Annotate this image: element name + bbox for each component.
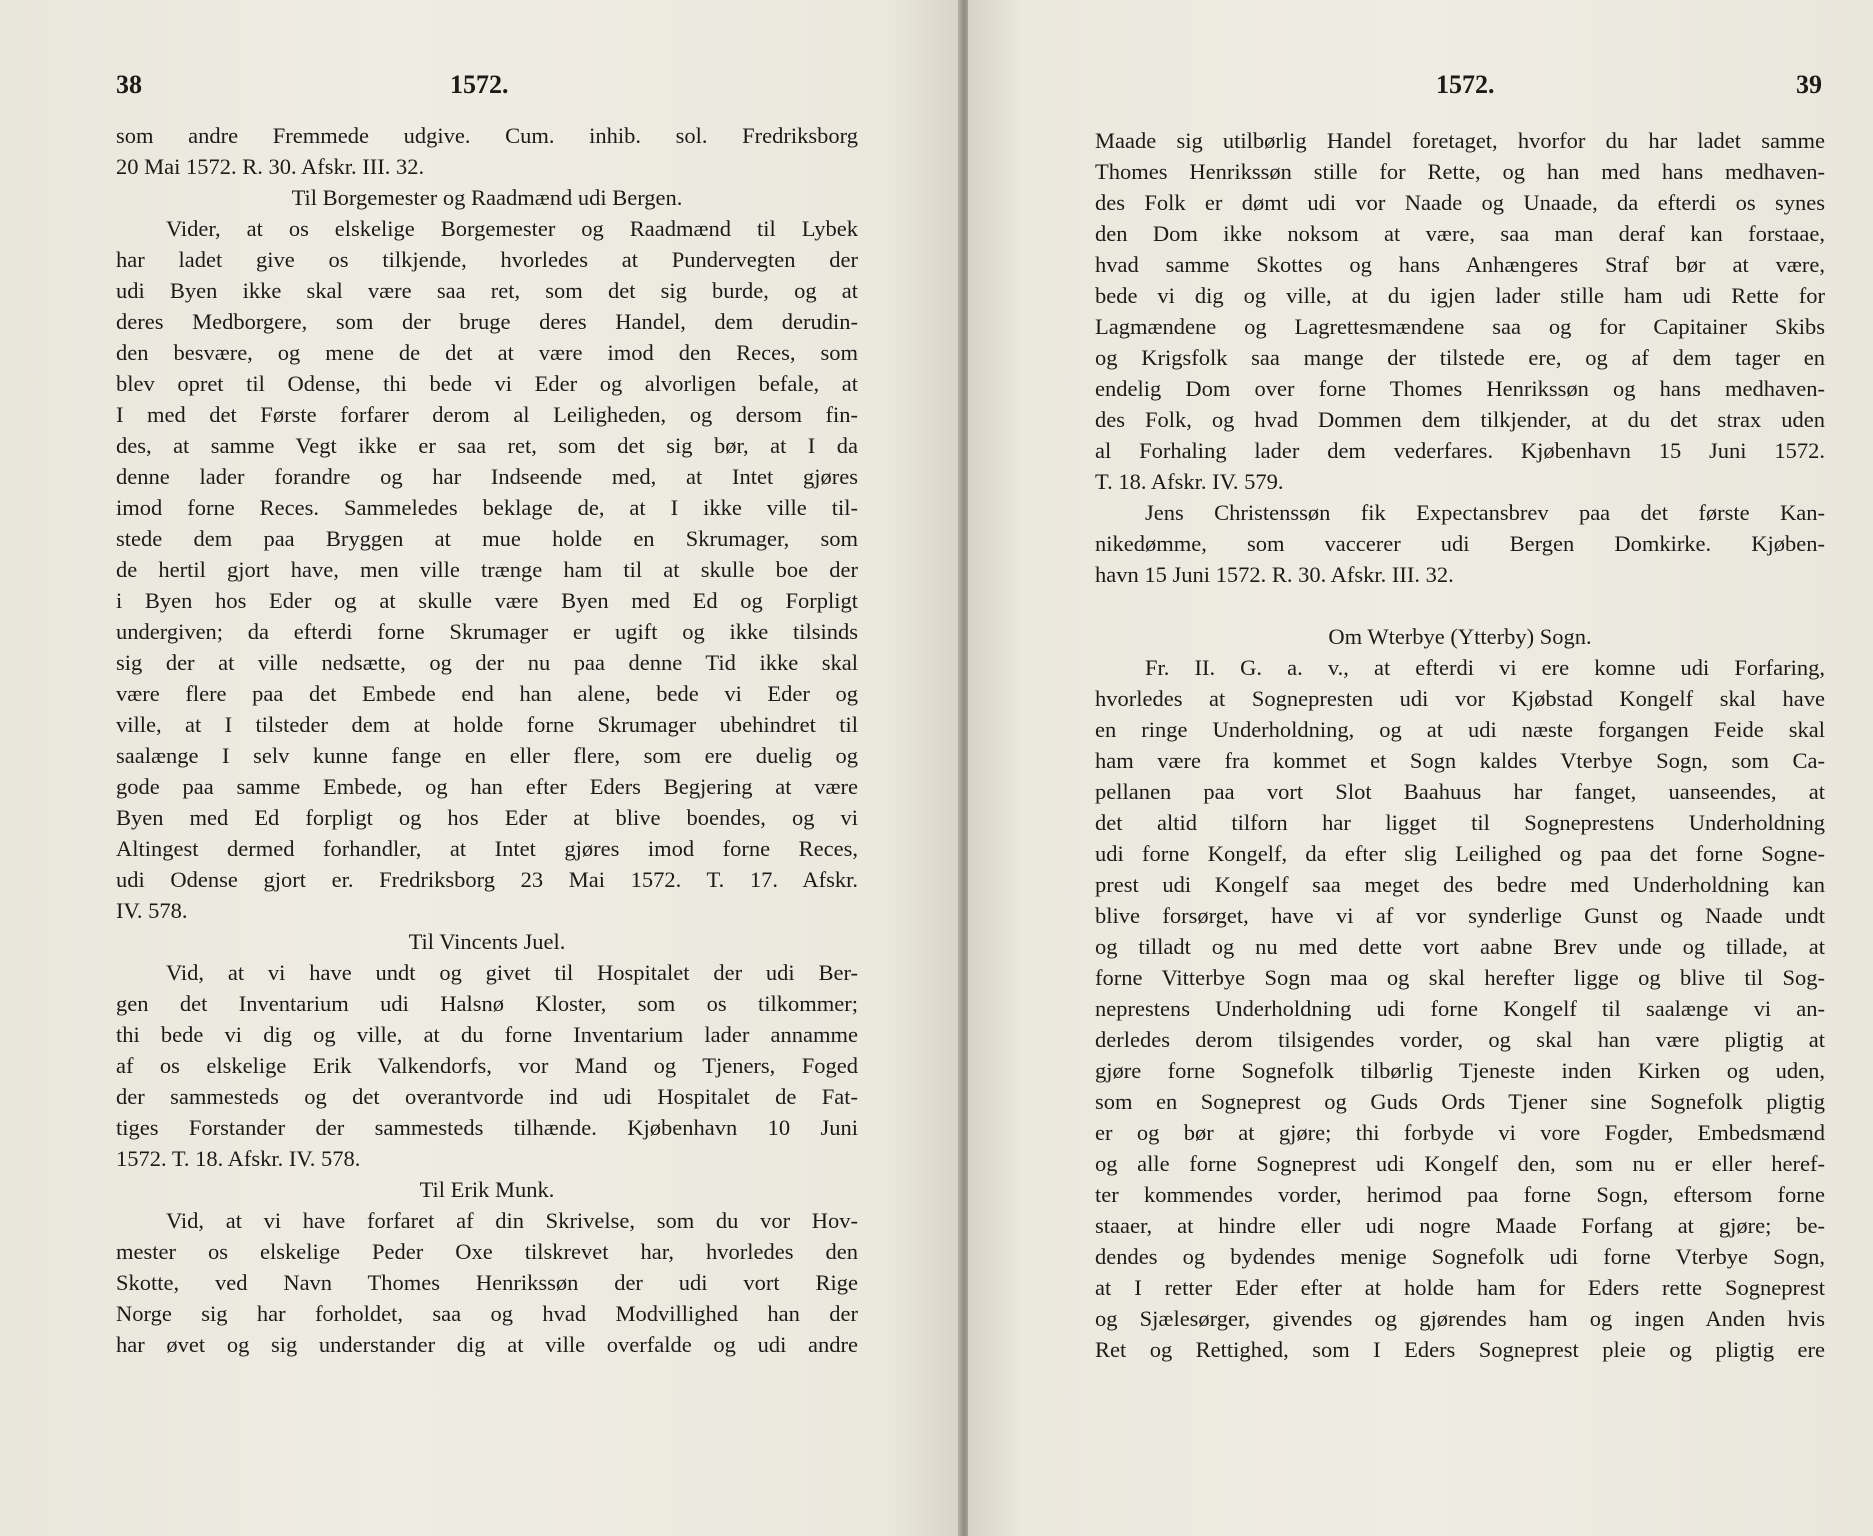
- left-page-number: 38: [116, 70, 142, 99]
- text-line: dendes og bydendes menige Sognefolk udi forne Vterbye Sogn,: [1095, 1244, 1825, 1269]
- text-line: udi forne Kongelf, da efter slig Leilighed og paa det forne Sogne-: [1095, 841, 1825, 866]
- text-line: at I retter Eder efter at holde ham for Eders rette Sogneprest: [1095, 1275, 1825, 1300]
- text-line: des Folk er dømt udi vor Naade og Unaade, da efterdi os synes: [1095, 190, 1825, 215]
- text-line: Vider, at os elskelige Borgemester og Raadmænd til Lybek: [166, 216, 858, 241]
- text-line: imod forne Reces. Sammeledes beklage de, at I ikke ville til-: [116, 495, 858, 520]
- text-line: Byen med Ed forpligt og hos Eder at blive boendes, og vi: [116, 805, 858, 830]
- text-line: der sammesteds og det overantvorde ind udi Hospitalet de Fat-: [116, 1084, 858, 1109]
- text-line: ville, at I tilsteder dem at holde forne Skrumager ubehindret til: [116, 712, 858, 737]
- text-line: Vid, at vi have forfaret af din Skrivelse, som du vor Hov-: [166, 1208, 858, 1233]
- text-line: hvad samme Skottes og hans Anhængeres Straf bør at være,: [1095, 252, 1825, 277]
- text-line: prest udi Kongelf saa meget des bedre med Underholdning kan: [1095, 872, 1825, 897]
- text-line: blev opret til Odense, thi bede vi Eder og alvorligen befale, at: [116, 371, 858, 396]
- text-line: neprestens Underholdning udi forne Kongelf til saalænge vi an-: [1095, 996, 1825, 1021]
- text-line: undergiven; da efterdi forne Skrumager er ugift og ikke tilsinds: [116, 619, 858, 644]
- text-line: endelig Dom over forne Thomes Henrikssøn og hans medhaven-: [1095, 376, 1825, 401]
- text-line: 20 Mai 1572. R. 30. Afskr. III. 32.: [116, 154, 425, 179]
- text-line: sig der at ville nedsætte, og der nu paa denne Tid ikke skal: [116, 650, 858, 675]
- text-line: hvorledes at Sognepresten udi vor Kjøbstad Kongelf skal have: [1095, 686, 1825, 711]
- text-line: Ret og Rettighed, som I Eders Sogneprest pleie og pligtig ere: [1095, 1337, 1825, 1362]
- text-line: som andre Fremmede udgive. Cum. inhib. sol. Fredriksborg: [116, 123, 858, 148]
- text-line: af os elskelige Erik Valkendorfs, vor Mand og Tjeners, Foged: [116, 1053, 858, 1078]
- text-line: og Sjælesørger, givendes og gjørendes ham og ingen Anden hvis: [1095, 1306, 1825, 1331]
- text-line: nikedømme, som vaccerer udi Bergen Domkirke. Kjøben-: [1095, 531, 1825, 556]
- text-line: Norge sig har forholdet, saa og hvad Modvillighed han der: [116, 1301, 858, 1326]
- text-line: pellanen paa vort Slot Baahuus har fanget, uanseendes, at: [1095, 779, 1825, 804]
- text-line: udi Byen ikke skal være saa ret, som det sig burde, og at: [116, 278, 858, 303]
- text-line: havn 15 Juni 1572. R. 30. Afskr. III. 32.: [1095, 562, 1454, 587]
- text-line: i Byen hos Eder og at skulle være Byen med Ed og Forpligt: [116, 588, 858, 613]
- right-running-head: 1572.: [1436, 70, 1495, 99]
- text-line: og Krigsfolk saa mange der tilstede ere, og af dem tager en: [1095, 345, 1825, 370]
- text-line: ham være fra kommet et Sogn kaldes Vterbye Sogn, som Ca-: [1095, 748, 1825, 773]
- text-line: som en Sogneprest og Guds Ords Tjener sine Sognefolk pligtig: [1095, 1089, 1825, 1114]
- text-line: gode paa samme Embede, og han efter Eders Begjering at være: [116, 774, 858, 799]
- text-line: I med det Første forfarer derom al Leiligheden, og dersom fin-: [116, 402, 858, 427]
- text-line: har øvet og sig understander dig at ville overfalde og udi andre: [116, 1332, 858, 1357]
- text-line: des Folk, og hvad Dommen dem tilkjender, at du det strax uden: [1095, 407, 1825, 432]
- text-line: saalænge I selv kunne fange en eller flere, som ere duelig og: [116, 743, 858, 768]
- text-line: den Dom ikke noksom at være, saa man deraf kan forstaae,: [1095, 221, 1825, 246]
- text-line: 1572. T. 18. Afskr. IV. 578.: [116, 1146, 361, 1171]
- text-line: de hertil gjort have, men ville trænge ham til at skulle boe der: [116, 557, 858, 582]
- left-body-text: [116, 120, 858, 1360]
- text-line: T. 18. Afskr. IV. 579.: [1095, 469, 1284, 494]
- text-line: og tilladt og nu med dette vort aabne Brev unde og tillade, at: [1095, 934, 1825, 959]
- text-line: thi bede vi dig og ville, at du forne Inventarium lader annamme: [116, 1022, 858, 1047]
- text-line: stede dem paa Bryggen at mue holde en Skrumager, som: [116, 526, 858, 551]
- text-line: og alle forne Sogneprest udi Kongelf den, som nu er eller heref-: [1095, 1151, 1825, 1176]
- text-line: være flere paa det Embede end han alene, bede vi Eder og: [116, 681, 858, 706]
- text-line: IV. 578.: [116, 898, 188, 923]
- text-line: mester os elskelige Peder Oxe tilskrevet har, hvorledes den: [116, 1239, 858, 1264]
- text-line: det altid tilforn har ligget til Sogneprestens Underholdning: [1095, 810, 1825, 835]
- text-line: derledes derom tilsigendes vorder, og skal han være pligtig at: [1095, 1027, 1825, 1052]
- text-line: forne Vitterbye Sogn maa og skal herefter ligge og blive til Sog-: [1095, 965, 1825, 990]
- text-line: en ringe Underholdning, og at udi næste forgangen Feide skal: [1095, 717, 1825, 742]
- text-line: [1095, 590, 1825, 621]
- right-page-number: 39: [1796, 70, 1822, 99]
- text-line: udi Odense gjort er. Fredriksborg 23 Mai 1572. T. 17. Afskr.: [116, 867, 858, 892]
- text-line: blive forsørget, have vi af vor synderlige Gunst og Naade undt: [1095, 903, 1825, 928]
- text-line: Jens Christenssøn fik Expectansbrev paa det første Kan-: [1145, 500, 1825, 525]
- text-line: Lagmændene og Lagrettesmændene saa og for Capitainer Skibs: [1095, 314, 1825, 339]
- text-line: al Forhaling lader dem vederfares. Kjøbenhavn 15 Juni 1572.: [1095, 438, 1825, 463]
- left-running-head: 1572.: [450, 70, 509, 99]
- text-line: Maade sig utilbørlig Handel foretaget, hvorfor du har ladet samme: [1095, 128, 1825, 153]
- text-line: Til Erik Munk.: [419, 1177, 555, 1202]
- text-line: gjøre forne Sognefolk tilbørlig Tjeneste inden Kirken og uden,: [1095, 1058, 1825, 1083]
- text-line: ter kommendes vorder, herimod paa forne Sogn, eftersom forne: [1095, 1182, 1825, 1207]
- text-line: gen det Inventarium udi Halsnø Kloster, som os tilkommer;: [116, 991, 858, 1016]
- text-line: Altingest dermed forhandler, at Intet gjøres imod forne Reces,: [116, 836, 858, 861]
- text-line: Thomes Henrikssøn stille for Rette, og han med hans medhaven-: [1095, 159, 1825, 184]
- text-line: Skotte, ved Navn Thomes Henrikssøn der udi vort Rige: [116, 1270, 858, 1295]
- text-line: Fr. II. G. a. v., at efterdi vi ere komne udi Forfaring,: [1145, 655, 1825, 680]
- text-line: Om Wterbye (Ytterby) Sogn.: [1328, 624, 1592, 649]
- text-line: denne lader forandre og har Indseende med, at Intet gjøres: [116, 464, 858, 489]
- text-line: den besvære, og mene de det at være imod den Reces, som: [116, 340, 858, 365]
- right-page: [968, 0, 1873, 1536]
- text-line: des, at samme Vegt ikke er saa ret, som det sig bør, at I da: [116, 433, 858, 458]
- right-body-text: [1095, 125, 1825, 1365]
- text-line: deres Medborgere, som der bruge deres Handel, dem derudin-: [116, 309, 858, 334]
- text-line: har ladet give os tilkjende, hvorledes at Pundervegten der: [116, 247, 858, 272]
- text-line: Til Vincents Juel.: [408, 929, 566, 954]
- text-line: Til Borgemester og Raadmænd udi Bergen.: [291, 185, 683, 210]
- text-line: tiges Forstander der sammesteds tilhænde. Kjøbenhavn 10 Juni: [116, 1115, 858, 1140]
- text-line: Vid, at vi have undt og givet til Hospitalet der udi Ber-: [166, 960, 858, 985]
- text-line: staaer, at hindre eller udi nogre Maade Forfang at gjøre; be-: [1095, 1213, 1825, 1238]
- text-line: er og bør at gjøre; thi forbyde vi vore Fogder, Embedsmænd: [1095, 1120, 1825, 1145]
- text-line: bede vi dig og ville, at du igjen lader stille ham udi Rette for: [1095, 283, 1825, 308]
